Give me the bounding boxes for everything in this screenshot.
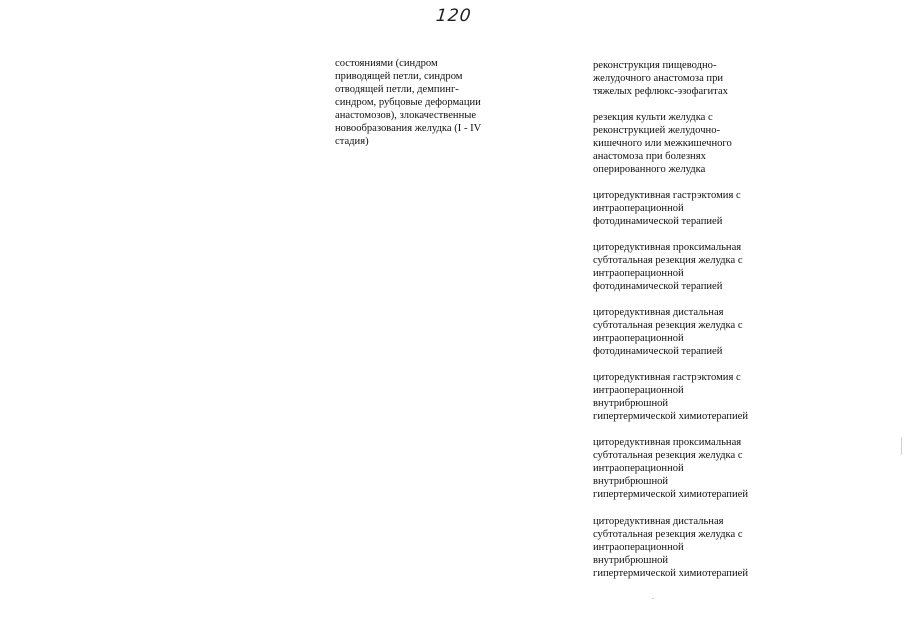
procedure-line: интраоперационной xyxy=(593,385,684,396)
left-column-line: приводящей петли, синдром xyxy=(335,71,463,82)
procedure-line: субтотальная резекция желудка с xyxy=(593,255,743,266)
procedure-line: желудочного анастомоза при xyxy=(593,73,724,84)
left-column-line: состояниями (синдром xyxy=(335,58,438,69)
procedure-item-6 xyxy=(593,371,748,423)
procedure-line: субтотальная резекция желудка с xyxy=(593,320,743,331)
procedure-line: субтотальная резекция желудка с xyxy=(593,529,743,540)
scan-artifact xyxy=(652,598,654,599)
procedure-line: оперированного желудка xyxy=(593,164,706,175)
left-column-line: стадия) xyxy=(335,136,369,147)
procedure-line: интраоперационной xyxy=(593,268,684,279)
page-number: 120 xyxy=(434,6,473,26)
procedure-line: анастомоза при болезнях xyxy=(593,151,706,162)
procedure-line: циторедуктивная гастрэктомия с xyxy=(593,190,741,201)
left-column-line: анастомозов), злокачественные xyxy=(335,110,477,121)
procedure-line: интраоперационной xyxy=(593,203,684,214)
procedure-line: резекция культи желудка с xyxy=(593,112,713,123)
procedure-item-2 xyxy=(593,111,732,176)
procedure-item-1 xyxy=(593,59,728,98)
procedure-line: реконструкция пищеводно- xyxy=(593,60,717,71)
procedure-line: интраоперационной xyxy=(593,333,684,344)
procedure-item-4 xyxy=(593,241,743,293)
procedure-item-5 xyxy=(593,306,743,358)
left-column-line: отводящей петли, демпинг- xyxy=(335,84,459,95)
procedure-line: циторедуктивная проксимальная xyxy=(593,242,742,253)
procedure-line: фотодинамической терапией xyxy=(593,346,723,357)
procedure-line: фотодинамической терапией xyxy=(593,281,723,292)
procedure-line: реконструкцией желудочно- xyxy=(593,125,721,136)
procedure-line: внутрибрюшной xyxy=(593,476,669,487)
procedure-line: гипертермической химиотерапией xyxy=(593,568,749,579)
procedure-line: фотодинамической терапией xyxy=(593,216,723,227)
procedure-line: внутрибрюшной xyxy=(593,555,669,566)
procedure-line: циторедуктивная дистальная xyxy=(593,516,724,527)
procedure-item-8 xyxy=(593,515,748,580)
procedure-line: тяжелых рефлюкс-эзофагитах xyxy=(593,86,728,97)
procedure-line: субтотальная резекция желудка с xyxy=(593,450,743,461)
procedure-line: кишечного или межкишечного xyxy=(593,138,732,149)
left-column-line: новообразования желудка (I - IV xyxy=(335,123,482,134)
procedure-line: внутрибрюшной xyxy=(593,398,669,409)
left-column-text xyxy=(335,57,525,148)
scan-artifact xyxy=(901,437,902,455)
procedure-line: интраоперационной xyxy=(593,463,684,474)
procedure-item-3 xyxy=(593,189,741,228)
procedure-line: циторедуктивная проксимальная xyxy=(593,437,742,448)
left-column-line: синдром, рубцовые деформации xyxy=(335,97,481,108)
procedure-line: циторедуктивная дистальная xyxy=(593,307,724,318)
procedure-line: гипертермической химиотерапией xyxy=(593,411,749,422)
procedure-line: интраоперационной xyxy=(593,542,684,553)
procedure-line: гипертермической химиотерапией xyxy=(593,489,749,500)
procedure-item-7 xyxy=(593,436,748,501)
procedure-line: циторедуктивная гастрэктомия с xyxy=(593,372,741,383)
